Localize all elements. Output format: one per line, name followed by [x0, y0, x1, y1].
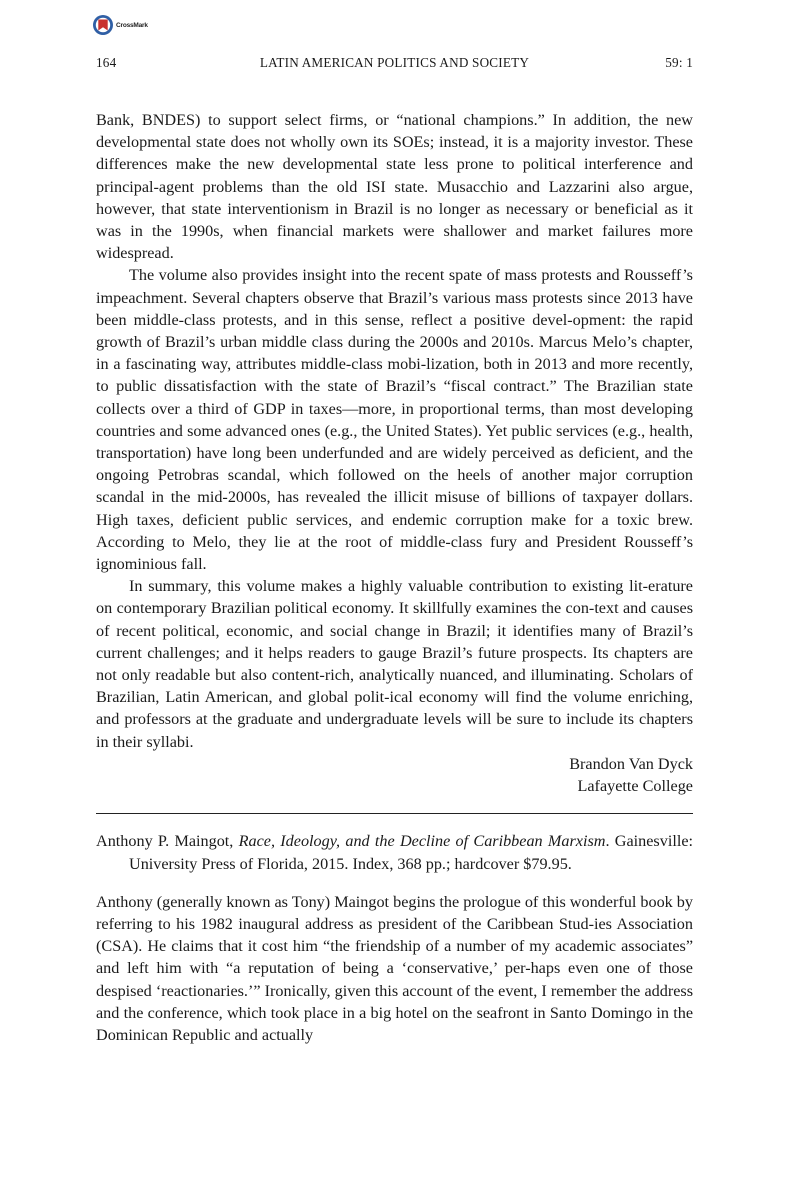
review1-paragraph-3: In summary, this volume makes a highly valuable contribution to existing lit-erature on contemporary Brazilian political economy. It skillfully examines the con-text and causes of recent political, economic, and social change in Brazil; it identifies many of Brazil’s current challenges; and it helps readers to gauge Brazil’s future prospects. Its chapters are not only readable but also content-rich, analytically nuanced, and illuminating. Scholars of Brazilian, Latin American, and global polit-ical economy will find the volume enriching, and professors at the graduate and undergraduate levels will be sure to include its chapters in their syllabi.	[96, 577, 693, 751]
review1-paragraph-2: The volume also provides insight into the recent spate of mass protests and Rousseff’s impeachment. Several chapters observe that Brazil’s various mass protests since 2013 have been middle-class protests, and in this sense, reflect a positive devel-opment: the rapid growth of Brazil’s urban middle class during the 2000s and 2010s. Marcus Melo’s chapter, in a fascinating way, attributes middle-class mobi-lization, both in 2013 and more recently, to public dissatisfaction with the state of Brazil’s “fiscal contract.” The Brazilian state collects over a third of GDP in taxes—more, in proportional terms, than most developing countries and some advanced ones (e.g., the United States). Yet public services (e.g., health, transportation) have long been underfunded and are widely perceived as deficient, and the ongoing Petrobras scandal, which followed on the heels of another major corruption scandal in the mid-2000s, has revealed the illicit misuse of billions of taxpayer dollars. High taxes, deficient public services, and endemic corruption make for a toxic brew. According to Melo, they lie at the root of middle-class fury and President Rousseff’s ignominious fall.	[96, 266, 693, 574]
reviewer-name: Brandon Van Dyck	[569, 754, 693, 773]
journal-title: LATIN AMERICAN POLITICS AND SOCIETY	[259, 55, 530, 70]
article-body	[96, 109, 693, 1046]
crossmark-label: CrossMark	[116, 21, 148, 29]
citation-details: . Gainesville: University Press of Florida, 2015. Index, 368 pp.; hardcover $79.95.	[129, 832, 694, 873]
section-divider	[96, 813, 693, 814]
citation-author: Anthony P. Maingot,	[96, 832, 239, 851]
crossmark-badge[interactable]	[92, 14, 148, 36]
book-citation	[96, 830, 693, 874]
citation-title: Race, Ideology, and the Decline of Caribbean Marxism	[238, 832, 606, 851]
volume-issue: 59: 1	[665, 55, 693, 70]
crossmark-icon	[92, 14, 114, 36]
review1-paragraph-1: Bank, BNDES) to support select firms, or “national champions.” In addition, the new developmental state does not wholly own its SOEs; instead, it is a majority investor. These differences make the new developmental state less prone to political interference and principal-agent problems than the old ISI state. Musacchio and Lazzarini also argue, however, that state interventionism in Brazil is no longer as necessary or beneficial as it was in the 1990s, when financial markets were shallower and market failures more widespread.	[96, 111, 693, 263]
reviewer-affiliation: Lafayette College	[577, 777, 693, 796]
running-head	[96, 55, 693, 73]
page-number: 164	[96, 55, 117, 70]
review2-paragraph-1: Anthony (generally known as Tony) Maingot begins the prologue of this wonderful book by referring to his 1982 inaugural address as president of the Caribbean Stud-ies Association (CSA). He claims that it cost him “the friendship of a number of my academic associates” and left him with “a reputation of being a ‘conservative,’ per-haps even one of those despised ‘reactionaries.’” Ironically, given this account of the event, I remember the address and the conference, which took place in a big hotel on the seafront in Santo Domingo in the Dominican Republic and actually	[96, 892, 693, 1044]
spacer	[96, 875, 693, 891]
